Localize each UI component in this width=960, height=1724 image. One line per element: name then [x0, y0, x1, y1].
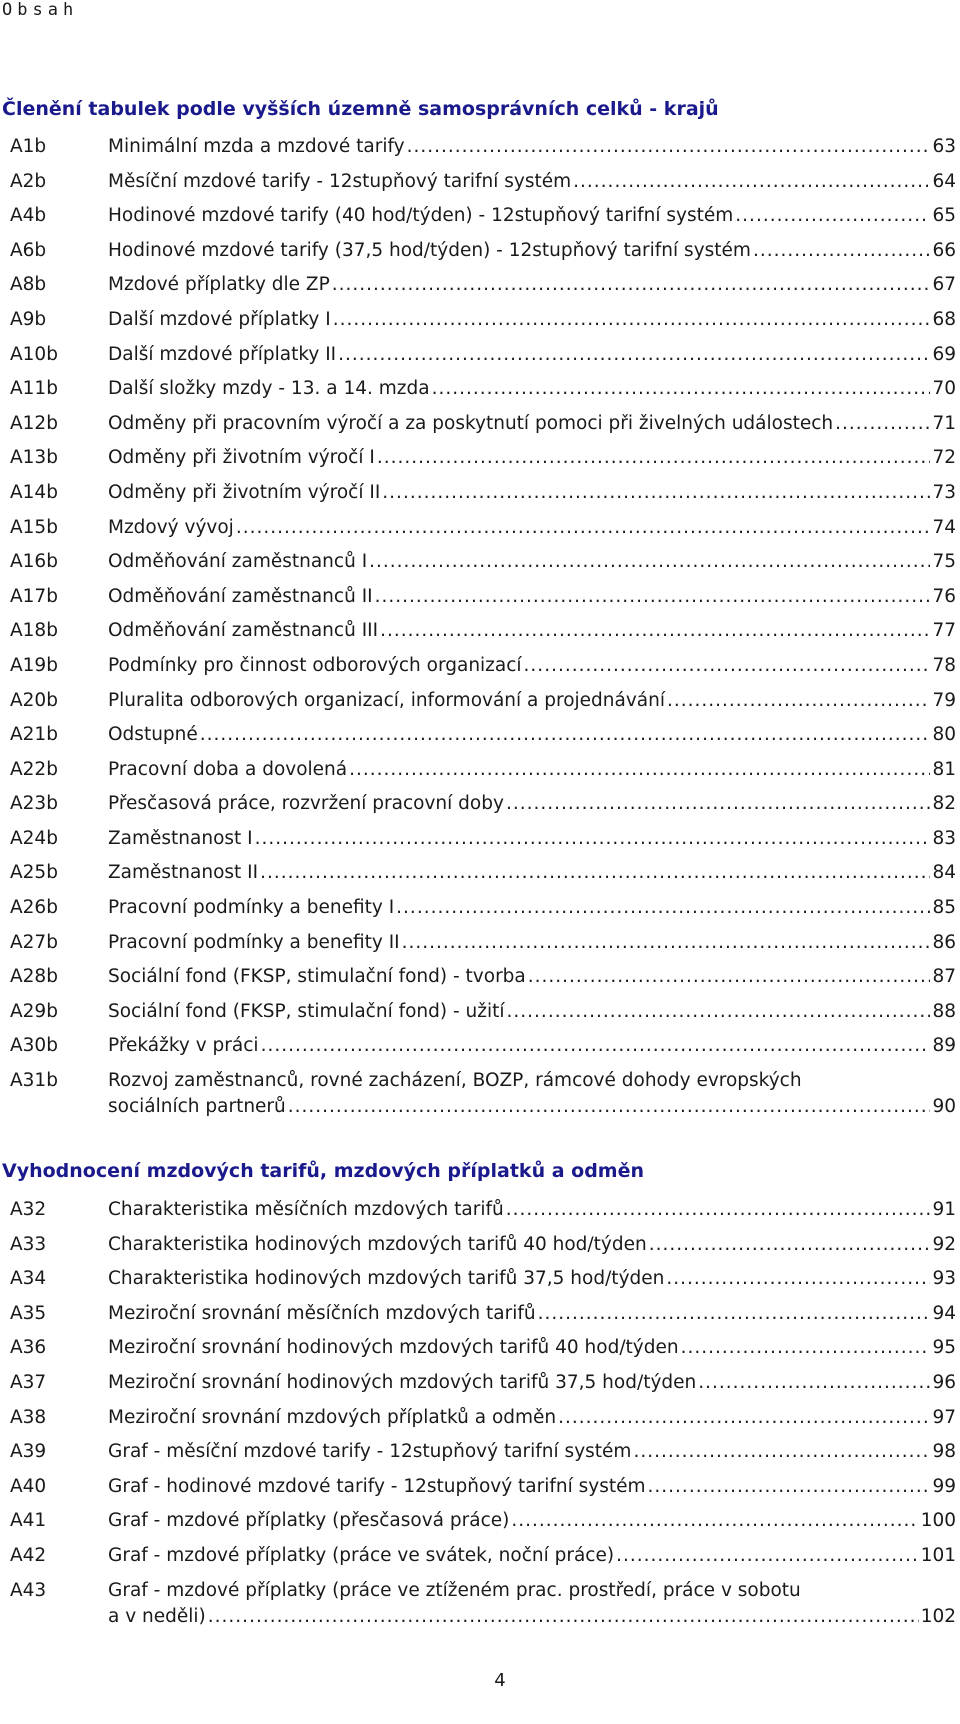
dot-leader [236, 515, 931, 541]
toc-entry[interactable] [0, 303, 960, 338]
entry-title: Charakteristika hodinových mzdových tarifů 37,5 hod/týden [108, 1268, 665, 1290]
entry-page-number: 95 [932, 1337, 956, 1359]
toc-entry[interactable] [0, 1539, 960, 1574]
dot-leader [648, 1474, 931, 1500]
dot-leader [616, 1543, 919, 1569]
entry-title: Charakteristika měsíčních mzdových tarifů [108, 1199, 504, 1220]
entry-title: Graf - mzdové příplatky (přesčasová práce) [108, 1510, 510, 1532]
entry-page-number: 75 [932, 551, 956, 573]
entry-page-number: 87 [932, 966, 956, 988]
toc-entry[interactable] [0, 787, 960, 822]
dot-leader [375, 584, 931, 610]
entry-page-number: 80 [932, 724, 956, 746]
toc-entry[interactable] [0, 1401, 960, 1436]
entry-page-number: 71 [932, 412, 956, 434]
entry-code: A34 [10, 1268, 47, 1290]
entry-code: A22b [10, 758, 58, 780]
entry-page-number: 82 [932, 793, 956, 815]
entry-code: A12b [10, 412, 58, 434]
toc-entry[interactable] [0, 1262, 960, 1297]
toc-entry[interactable] [0, 753, 960, 788]
entry-title: Mzdový vývoj [108, 516, 234, 538]
entry-page-number: 102 [920, 1605, 956, 1627]
toc-entry[interactable] [0, 1574, 960, 1638]
entry-title: Meziroční srovnání mzdových příplatků a odměn [108, 1406, 557, 1428]
entry-title: Odměňování zaměstnanců II [108, 585, 373, 607]
entry-code: A8b [10, 274, 47, 296]
entry-page-number: 81 [932, 758, 956, 780]
entry-code: A29b [10, 1000, 58, 1022]
toc-entry[interactable] [0, 684, 960, 719]
toc-entry[interactable] [0, 822, 960, 857]
toc-header: Obsah [2, 0, 79, 20]
entry-page-number: 74 [932, 516, 956, 538]
entry-code: A42 [10, 1544, 47, 1566]
dot-leader [835, 411, 930, 437]
toc-entry[interactable] [0, 165, 960, 200]
entry-code: A25b [10, 862, 58, 884]
entry-page-number: 88 [932, 1000, 956, 1022]
page-number: 4 [494, 1670, 506, 1691]
entry-page-number: 67 [932, 274, 956, 296]
dot-leader [528, 964, 931, 990]
entry-page-number: 65 [932, 205, 956, 227]
entry-code: A19b [10, 654, 58, 676]
entry-title: Odměny při pracovním výročí a za poskytnutí pomoci při živelných událostech [108, 412, 834, 434]
entry-page-number: 76 [932, 585, 956, 607]
dot-leader [332, 272, 931, 298]
entry-title: Odměňování zaměstnanců I [108, 551, 368, 573]
entry-code: A30b [10, 1035, 58, 1057]
toc-entry[interactable] [0, 130, 960, 165]
entry-title: Charakteristika hodinových mzdových tarifů 40 hod/týden [108, 1233, 647, 1255]
toc-entry[interactable] [0, 1470, 960, 1505]
entry-code: A6b [10, 239, 47, 261]
entry-title: Graf - měsíční mzdové tarify - 12stupňový tarifní systém [108, 1441, 632, 1463]
entry-code: A18b [10, 620, 58, 642]
entry-code: A28b [10, 966, 58, 988]
entry-page-number: 96 [932, 1371, 956, 1393]
section-title: Vyhodnocení mzdových tarifů, mzdových příplatků a odměn [2, 1160, 645, 1182]
entry-page-number: 97 [932, 1406, 956, 1428]
toc-entry[interactable] [0, 1064, 960, 1128]
dot-leader [649, 1232, 931, 1258]
entry-code: A13b [10, 447, 58, 469]
entry-title: Meziroční srovnání měsíčních mzdových tarifů [108, 1302, 536, 1324]
entry-title: Hodinové mzdové tarify (40 hod/týden) - 12stupňový tarifní systém [108, 205, 734, 227]
entry-page-number: 92 [932, 1233, 956, 1255]
toc-entry[interactable] [0, 511, 960, 546]
dot-leader [573, 169, 930, 195]
section-title: Členění tabulek podle vyšších územně samosprávních celků - krajů [2, 98, 719, 120]
entry-code: A20b [10, 689, 58, 711]
toc-entry[interactable] [0, 199, 960, 234]
dot-leader [753, 238, 931, 264]
dot-leader [511, 1508, 918, 1534]
toc-entry[interactable] [0, 926, 960, 961]
entry-page-number: 85 [932, 897, 956, 919]
dot-leader [369, 549, 930, 575]
toc-entry[interactable] [0, 407, 960, 442]
entry-code: A37 [10, 1371, 47, 1393]
entry-page-number: 90 [932, 1096, 956, 1118]
toc-entry[interactable] [0, 441, 960, 476]
entry-title: Měsíční mzdové tarify - 12stupňový tarifní systém [108, 170, 572, 192]
entry-title: Hodinové mzdové tarify (37,5 hod/týden) - 12stupňový tarifní systém [108, 239, 751, 261]
entry-page-number: 69 [932, 343, 956, 365]
dot-leader [667, 688, 930, 714]
entry-title: sociálních partnerů [108, 1096, 286, 1118]
toc-entry[interactable] [0, 1029, 960, 1064]
toc-entry[interactable] [0, 545, 960, 580]
entry-title: Další mzdové příplatky I [108, 308, 331, 330]
entry-page-number: 63 [932, 136, 956, 157]
entry-page-number: 72 [932, 447, 956, 469]
dot-leader [735, 203, 930, 229]
dot-leader [380, 618, 930, 644]
dot-leader [698, 1370, 930, 1396]
dot-leader [407, 134, 931, 160]
entry-page-number: 66 [932, 239, 956, 261]
entry-code: A21b [10, 724, 58, 746]
toc-entry[interactable] [0, 1504, 960, 1539]
entry-code: A40 [10, 1475, 47, 1497]
dot-leader [349, 757, 930, 783]
entry-page-number: 64 [932, 170, 956, 192]
dot-leader [666, 1266, 930, 1292]
entry-page-number: 86 [932, 931, 956, 953]
entry-code: A41 [10, 1510, 47, 1532]
entry-code: A31b [10, 1070, 58, 1092]
toc-entry[interactable] [0, 476, 960, 511]
entry-title: Další složky mzdy - 13. a 14. mzda [108, 378, 430, 400]
entry-code: A17b [10, 585, 58, 607]
entry-code: A14b [10, 481, 58, 503]
toc-entry[interactable] [0, 960, 960, 995]
entry-page-number: 70 [932, 378, 956, 400]
toc-entry[interactable] [0, 718, 960, 753]
entry-title: Pracovní doba a dovolená [108, 758, 348, 780]
entry-title: Mzdové příplatky dle ZP [108, 274, 330, 296]
toc-list [0, 130, 960, 1128]
entry-page-number: 83 [932, 827, 956, 849]
entry-code: A1b [10, 136, 47, 157]
dot-leader [506, 791, 931, 817]
entry-code: A4b [10, 205, 47, 227]
entry-page-number: 68 [932, 308, 956, 330]
toc-entry[interactable] [0, 856, 960, 891]
toc-entry[interactable] [0, 372, 960, 407]
dot-leader [538, 1301, 931, 1327]
dot-leader [288, 1094, 931, 1120]
dot-leader [402, 930, 931, 956]
entry-code: A10b [10, 343, 58, 365]
entry-code: A23b [10, 793, 58, 815]
dot-leader [524, 653, 931, 679]
toc-entry[interactable] [0, 995, 960, 1030]
dot-leader [333, 307, 931, 333]
entry-code: A33 [10, 1233, 47, 1255]
entry-code: A38 [10, 1406, 47, 1428]
entry-page-number: 100 [920, 1510, 956, 1532]
dot-leader [260, 860, 930, 886]
entry-code: A15b [10, 516, 58, 538]
toc-entry[interactable] [0, 1193, 960, 1228]
entry-title: Sociální fond (FKSP, stimulační fond) - tvorba [108, 966, 526, 988]
entry-page-number: 101 [920, 1544, 956, 1566]
dot-leader [208, 1604, 919, 1630]
entry-title-line: Rozvoj zaměstnanců, rovné zacházení, BOZP, rámcové dohody evropských [108, 1070, 802, 1092]
toc-entry[interactable] [0, 268, 960, 303]
toc-entry[interactable] [0, 580, 960, 615]
entry-title: Zaměstnanost I [108, 827, 253, 849]
entry-title: a v neděli) [108, 1605, 206, 1627]
toc-entry[interactable] [0, 1331, 960, 1366]
entry-page-number: 91 [932, 1199, 956, 1220]
entry-title: Minimální mzda a mzdové tarify [108, 136, 405, 157]
entry-page-number: 93 [932, 1268, 956, 1290]
entry-title: Zaměstnanost II [108, 862, 259, 884]
dot-leader [507, 999, 931, 1025]
entry-code: A36 [10, 1337, 47, 1359]
entry-title: Překážky v práci [108, 1035, 259, 1057]
entry-title: Graf - hodinové mzdové tarify - 12stupňový tarifní systém [108, 1475, 646, 1497]
entry-page-number: 84 [932, 862, 956, 884]
toc-entry[interactable] [0, 649, 960, 684]
toc-entry[interactable] [0, 338, 960, 373]
entry-title: Přesčasová práce, rozvržení pracovní doby [108, 793, 504, 815]
entry-title: Pracovní podmínky a benefity II [108, 931, 400, 953]
entry-page-number: 78 [932, 654, 956, 676]
entry-code: A43 [10, 1579, 47, 1601]
entry-page-number: 79 [932, 689, 956, 711]
entry-title: Pluralita odborových organizací, informování a projednávání [108, 689, 665, 711]
entry-title-line: Graf - mzdové příplatky (práce ve ztíženém prac. prostředí, práce v sobotu [108, 1579, 801, 1601]
entry-title: Graf - mzdové příplatky (práce ve svátek, noční práce) [108, 1544, 615, 1566]
entry-title: Odstupné [108, 724, 198, 746]
dot-leader [681, 1335, 931, 1361]
dot-leader [200, 722, 931, 748]
entry-code: A32 [10, 1199, 47, 1220]
entry-page-number: 77 [932, 620, 956, 642]
entry-code: A24b [10, 827, 58, 849]
entry-code: A39 [10, 1441, 47, 1463]
entry-title: Sociální fond (FKSP, stimulační fond) - užití [108, 1000, 505, 1022]
dot-leader [506, 1197, 931, 1223]
entry-title: Pracovní podmínky a benefity I [108, 897, 395, 919]
entry-page-number: 73 [932, 481, 956, 503]
toc-entry[interactable] [0, 1366, 960, 1401]
entry-title: Meziroční srovnání hodinových mzdových tarifů 37,5 hod/týden [108, 1371, 697, 1393]
entry-title: Odměňování zaměstnanců III [108, 620, 379, 642]
entry-code: A11b [10, 378, 58, 400]
entry-title: Odměny při životním výročí II [108, 481, 381, 503]
toc-entry[interactable] [0, 1435, 960, 1470]
dot-leader [558, 1405, 930, 1431]
entry-page-number: 98 [932, 1441, 956, 1463]
dot-leader [432, 376, 931, 402]
entry-page-number: 89 [932, 1035, 956, 1057]
dot-leader [338, 342, 930, 368]
entry-code: A2b [10, 170, 47, 192]
toc-entry[interactable] [0, 1228, 960, 1263]
toc-list [0, 1193, 960, 1638]
dot-leader [255, 826, 931, 852]
entry-title: Další mzdové příplatky II [108, 343, 337, 365]
entry-title: Odměny při životním výročí I [108, 447, 375, 469]
entry-page-number: 94 [932, 1302, 956, 1324]
entry-code: A16b [10, 551, 58, 573]
dot-leader [261, 1033, 931, 1059]
toc-entry[interactable] [0, 234, 960, 269]
entry-title: Meziroční srovnání hodinových mzdových tarifů 40 hod/týden [108, 1337, 679, 1359]
entry-code: A27b [10, 931, 58, 953]
dot-leader [377, 445, 931, 471]
entry-code: A9b [10, 308, 47, 330]
dot-leader [633, 1439, 930, 1465]
entry-code: A26b [10, 897, 58, 919]
dot-leader [382, 480, 930, 506]
dot-leader [396, 895, 930, 921]
toc-entry[interactable] [0, 1297, 960, 1332]
entry-page-number: 99 [932, 1475, 956, 1497]
toc-entry[interactable] [0, 891, 960, 926]
toc-entry[interactable] [0, 614, 960, 649]
entry-code: A35 [10, 1302, 47, 1324]
entry-title: Podmínky pro činnost odborových organizací [108, 654, 522, 676]
